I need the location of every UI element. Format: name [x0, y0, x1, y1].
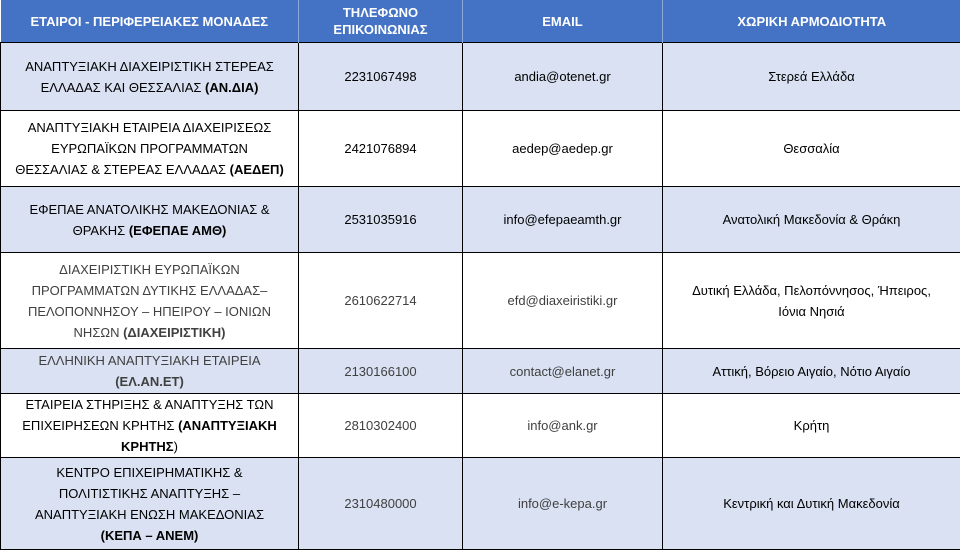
region-line: Ανατολική Μακεδονία & Θράκη	[722, 212, 901, 227]
region-line: Κεντρική και Δυτική Μακεδονία	[723, 496, 900, 511]
table-header-row	[1, 0, 960, 43]
partner-email[interactable]: info@ank.gr	[463, 394, 663, 458]
partner-name	[1, 458, 299, 550]
table-row	[1, 394, 960, 458]
header-phone-line-2: ΕΠΙΚΟΙΝΩΝΙΑΣ	[333, 22, 428, 37]
header-email: EMAIL	[463, 0, 663, 43]
table-row	[1, 43, 960, 111]
partner-abbr: (ΑΕΔΕΠ)	[229, 162, 284, 177]
partner-abbr-tail: )	[173, 439, 178, 454]
partner-region	[663, 111, 960, 187]
partner-abbr: (ΑΝ.ΔΙΑ)	[205, 79, 259, 95]
table-row	[1, 111, 960, 187]
partner-name-line: ΕΤΑΙΡΕΙΑ ΣΤΗΡΙΞΗΣ & ΑΝΑΠΤΥΞΗΣ ΤΩΝ	[25, 397, 274, 412]
partner-phone: 2421076894	[299, 111, 463, 187]
table-row	[1, 253, 960, 349]
partner-phone: 2231067498	[299, 43, 463, 111]
partner-name-line: ΕΛΛΗΝΙΚΗ ΑΝΑΠΤΥΞΙΑΚΗ ΕΤΑΙΡΕΙΑ	[38, 353, 261, 368]
partner-abbr: (ΕΛ.ΑΝ.ΕΤ)	[115, 374, 184, 389]
header-name: ΕΤΑΙΡΟΙ - ΠΕΡΙΦΕΡΕΙΑΚΕΣ ΜΟΝΑΔΕΣ	[1, 0, 299, 43]
partner-name-line: ΕΥΡΩΠΑΪΚΩΝ ΠΡΟΓΡΑΜΜΑΤΩΝ	[51, 141, 248, 156]
partner-name-line: ΑΝΑΠΤΥΞΙΑΚΗ ΕΤΑΙΡΕΙΑ ΔΙΑΧΕΙΡΙΣΕΩΣ	[27, 120, 272, 135]
partner-region	[663, 43, 960, 111]
partner-email[interactable]: efd@diaxeiristiki.gr	[463, 253, 663, 349]
partner-abbr: (ΚΕΠΑ – ΑΝΕΜ)	[100, 527, 199, 543]
partner-region	[663, 394, 960, 458]
partner-name-line: ΕΠΙΧΕΙΡΗΣΕΩΝ ΚΡΗΤΗΣ	[22, 418, 179, 433]
partner-name	[1, 349, 299, 394]
partner-region	[663, 253, 960, 349]
partner-region	[663, 187, 960, 253]
partner-name-line: ΑΝΑΠΤΥΞΙΑΚΗ ΕΝΩΣΗ ΜΑΚΕΔΟΝΙΑΣ	[34, 506, 265, 522]
partner-name-line: ΠΕΛΟΠΟΝΝΗΣΟΥ – ΗΠΕΙΡΟΥ – ΙΟΝΙΩΝ	[27, 303, 271, 319]
partner-name	[1, 187, 299, 253]
region-line: Αττική, Βόρειο Αιγαίο, Νότιο Αιγαίο	[712, 363, 911, 379]
region-line: Δυτική Ελλάδα, Πελοπόννησος, Ήπειρος,	[692, 282, 931, 298]
partner-phone: 2531035916	[299, 187, 463, 253]
partner-name-line: ΠΡΟΓΡΑΜΜΑΤΩΝ ΔΥΤΙΚΗΣ ΕΛΛΑΔΑΣ–	[31, 282, 268, 298]
partner-region	[663, 349, 960, 394]
partner-phone: 2610622714	[299, 253, 463, 349]
partner-region	[663, 458, 960, 550]
partner-name	[1, 394, 299, 458]
partner-name-line: ΚΕΝΤΡΟ ΕΠΙΧΕΙΡΗΜΑΤΙΚΗΣ &	[56, 464, 243, 480]
partner-email[interactable]: andia@otenet.gr	[463, 43, 663, 111]
partner-name-line: ΝΗΣΩΝ	[73, 324, 124, 340]
partner-phone: 2310480000	[299, 458, 463, 550]
partner-phone: 2130166100	[299, 349, 463, 394]
partner-name	[1, 43, 299, 111]
partner-name-line: ΕΦΕΠΑΕ ΑΝΑΤΟΛΙΚΗΣ ΜΑΚΕΔΟΝΙΑΣ &	[29, 201, 270, 217]
partner-abbr: (ΑΝΑΠΤΥΞΙΑΚΗ	[178, 418, 277, 433]
partner-name	[1, 111, 299, 187]
partner-abbr: (ΕΦΕΠΑΕ ΑΜΘ)	[128, 222, 227, 238]
region-line: Στερεά Ελλάδα	[768, 69, 855, 84]
partner-email[interactable]: info@efepaeamth.gr	[463, 187, 663, 253]
table-row	[1, 187, 960, 253]
partner-email[interactable]: aedep@aedep.gr	[463, 111, 663, 187]
header-phone	[299, 0, 463, 43]
partner-name-line: ΕΛΛΑΔΑΣ ΚΑΙ ΘΕΣΣΑΛΙΑΣ	[40, 79, 206, 95]
partner-name	[1, 253, 299, 349]
region-line: Θεσσαλία	[783, 141, 840, 156]
table-row	[1, 458, 960, 550]
partner-name-line: ΘΕΣΣΑΛΙΑΣ & ΣΤΕΡΕΑΣ ΕΛΛΑΔΑΣ	[15, 162, 230, 177]
partner-name-line: ΔΙΑΧΕΙΡΙΣΤΙΚΗ ΕΥΡΩΠΑΪΚΩΝ	[59, 261, 240, 277]
header-phone-line-1: ΤΗΛΕΦΩΝΟ	[342, 5, 419, 20]
partner-name-line: ΠΟΛΙΤΙΣΤΙΚΗΣ ΑΝΑΠΤΥΞΗΣ –	[58, 485, 241, 501]
table-row	[1, 349, 960, 394]
partner-abbr: ΚΡΗΤΗΣ	[121, 439, 174, 454]
partner-name-line: ΘΡΑΚΗΣ	[72, 222, 129, 238]
partner-abbr: (ΔΙΑΧΕΙΡΙΣΤΙΚΗ)	[123, 324, 226, 340]
header-region: ΧΩΡΙΚΗ ΑΡΜΟΔΙΟΤΗΤΑ	[663, 0, 960, 43]
partner-email[interactable]: contact@elanet.gr	[463, 349, 663, 394]
region-line: Ιόνια Νησιά	[778, 303, 845, 319]
partner-email[interactable]: info@e-kepa.gr	[463, 458, 663, 550]
partner-phone: 2810302400	[299, 394, 463, 458]
region-line: Κρήτη	[793, 418, 830, 433]
partner-name-line: ΑΝΑΠΤΥΞΙΑΚΗ ΔΙΑΧΕΙΡΙΣΤΙΚΗ ΣΤΕΡΕΑΣ	[25, 58, 274, 74]
